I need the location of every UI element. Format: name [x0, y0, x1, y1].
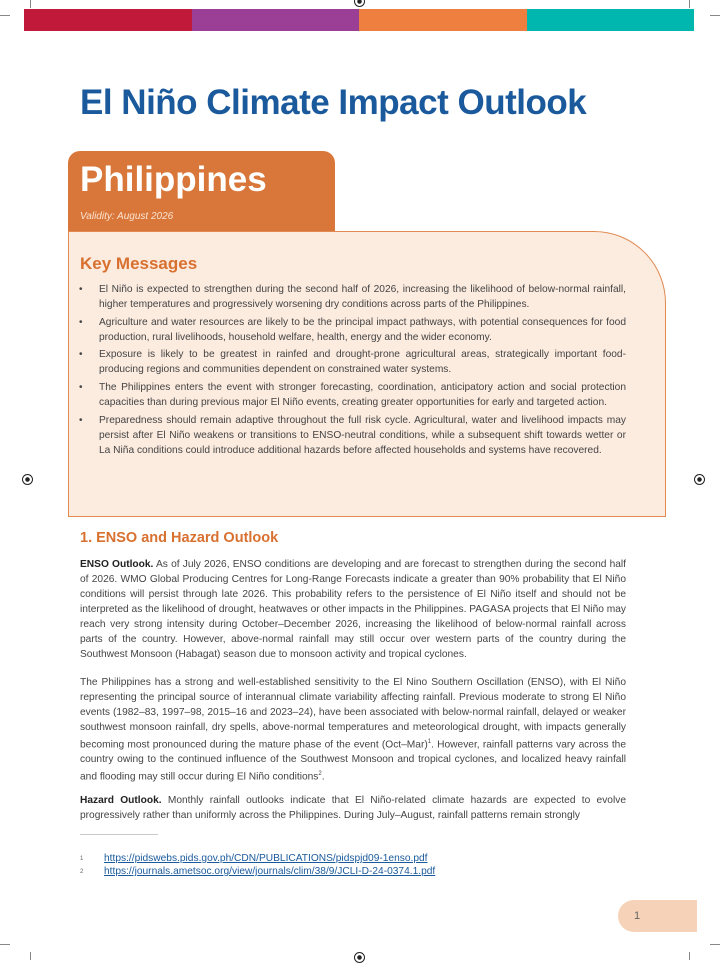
page-number-tab	[618, 900, 697, 932]
footnote-link[interactable]: https://pidswebs.pids.gov.ph/CDN/PUBLICATIONS/pidspjd09-1enso.pdf	[104, 853, 428, 864]
crop-mark	[689, 0, 690, 8]
key-messages-list	[78, 282, 626, 460]
crop-mark	[30, 0, 31, 8]
footnote-number: 2	[80, 869, 84, 875]
registration-mark-icon	[22, 474, 33, 485]
crop-mark	[710, 944, 720, 945]
key-message-text: The Philippines enters the event with stronger forecasting, coordination, anticipatory action and social protection capacities than during previous major El Niño events, creating greater opportunities for early and targeted action.	[99, 382, 626, 409]
registration-mark-icon	[354, 952, 365, 963]
paragraph-text: As of July 2026, ENSO conditions are developing and are forecast to strengthen during the second half of 2026. WMO Global Producing Centres for Long-Range Forecasts indicate a greater than 90% probability that El Niño conditions will persist through late 2026. This probability refers to the persistence of El Niño itself and should not be interpreted as the likelihood of drought, heatwaves or other impacts in the Philippines. PAGASA projects that El Niño may reach very strong intensity during October–December 2026, increasing the likelihood of below-normal rainfall across parts of the country. However, above-normal rainfall may still occur over western parts of the country during the Southwest Monsoon (Habagat) season due to monsoon activity and tropical cyclones.	[80, 559, 627, 660]
key-message-item	[78, 282, 626, 312]
footnote	[80, 853, 428, 865]
key-message-text: Agriculture and water resources are likely to be the principal impact pathways, with potential consequences for food production, rural livelihoods, household welfare, health, energy and the wider economy.	[99, 316, 626, 343]
key-message-item	[78, 413, 626, 458]
country-name: Philippines	[80, 160, 267, 199]
color-band	[24, 9, 694, 31]
crop-mark	[30, 952, 31, 960]
key-message-item	[78, 380, 626, 410]
paragraph-lead: Hazard Outlook.	[80, 795, 162, 806]
color-band-orange	[359, 9, 527, 31]
key-message-item	[78, 347, 626, 377]
key-message-text: Exposure is likely to be greatest in rainfed and drought-prone agricultural areas, strategically important food-producing regions and communities dependent on constrained water systems.	[99, 349, 626, 376]
enso-outlook-paragraph	[80, 557, 626, 662]
hazard-outlook-paragraph	[80, 793, 626, 823]
crop-mark	[710, 15, 720, 16]
bullet: •	[79, 414, 83, 426]
paragraph-text: .	[321, 771, 325, 783]
footnote-ref[interactable]: 1	[427, 739, 432, 745]
bullet: •	[79, 382, 83, 394]
key-message-text: El Niño is expected to strengthen during the second half of 2026, increasing the likelihood of below-normal rainfall, higher temperatures and progressively worsening dry conditions across parts of the Philippines.	[99, 284, 626, 310]
bullet: •	[79, 316, 83, 328]
crop-mark	[0, 944, 10, 945]
paragraph-text: The Philippines has a strong and well-established sensitivity to the El Nino Southern Oscillation (ENSO), with El Niño representing the principal source of interannual climate variability affecting rainfall. Previous moderate to strong El Niño events (1982–83, 1997–98, 2015–16 and 2023–24), have been associated with below-normal rainfall, delayed or weaker southwest monsoon rainfall, dry spells, above-normal temperatures and meteorological drought, with impacts generally becoming most pronounced during the mature phase of the event (Oct–Mar)	[80, 677, 626, 751]
validity-date: Validity: August 2026	[80, 211, 174, 222]
crop-mark	[0, 15, 10, 16]
key-messages-heading: Key Messages	[80, 254, 198, 273]
footnote	[80, 866, 435, 878]
color-band-teal	[527, 9, 695, 31]
paragraph-text: . However, rainfall patterns vary across the country owing to the continued influence of the Southwest Monsoon and tropical cyclones, and localized heavy rainfall and flooding may still occur during El Niño conditions	[80, 739, 627, 783]
color-band-red	[24, 9, 192, 31]
paragraph-text: Monthly rainfall outlooks indicate that El Niño-related climate hazards are expected to evolve progressively rather than uniformly across the Philippines. During July–August, rainfall patterns remain strongly	[80, 795, 626, 821]
footnote-divider	[80, 834, 158, 835]
page-title: El Niño Climate Impact Outlook	[80, 83, 587, 122]
footnote-link[interactable]: https://journals.ametsoc.org/view/journals/clim/38/9/JCLI-D-24-0374.1.pdf	[104, 866, 436, 877]
section-heading: 1. ENSO and Hazard Outlook	[80, 530, 279, 546]
color-band-purple	[192, 9, 360, 31]
bullet: •	[79, 349, 83, 361]
footnote-ref[interactable]: 2	[318, 771, 322, 778]
key-message-item	[78, 315, 626, 345]
registration-mark-icon	[694, 474, 705, 485]
key-message-text: Preparedness should remain adaptive throughout the full risk cycle. Agricultural, water and livelihood impacts may persist after El Niño weakens or transitions to ENSO-neutral conditions, while a subsequent shift towards wetter or La Niña conditions could introduce additional hazards before affected households and systems have recovered.	[99, 414, 626, 456]
enso-sensitivity-paragraph	[80, 675, 626, 785]
footnote-number: 1	[80, 856, 84, 862]
registration-mark-icon	[354, 0, 365, 7]
page-number: 1	[634, 910, 641, 922]
bullet: •	[79, 284, 83, 295]
crop-mark	[689, 952, 690, 960]
paragraph-lead: ENSO Outlook.	[80, 559, 154, 570]
